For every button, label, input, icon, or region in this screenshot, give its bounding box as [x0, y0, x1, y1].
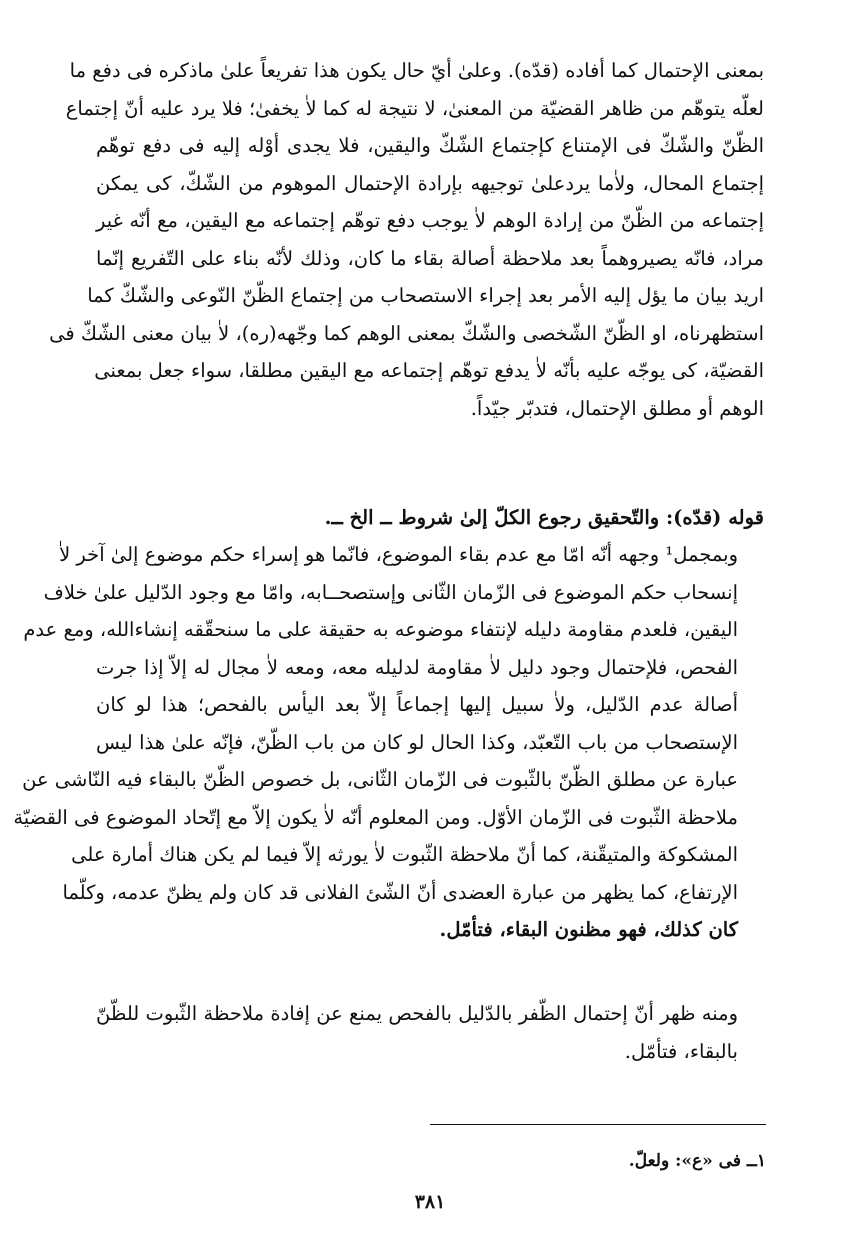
paragraph-line: اريد بيان ما يؤل إليه الأمر بعد إجراء الاستصحاب من إجتماع الظّنّ النّوعى والشّكّ كما [87, 284, 764, 307]
paragraph-line: ملاحظة الثّبوت فى الزّمان الأوّل. ومن المعلوم أنّه لاٰ يكون إلاّ مع إتّحاد الموضوع فى القضيّة [13, 805, 738, 829]
footnote: ١ــ فى «ع»: ولعلّ. [628, 1151, 766, 1171]
paragraph-line: المشكوكة والمتيقّنة، كما أنّ ملاحظة الثّبوت لاٰ يورثه إلاّ فيما لم يكن هناك أمارة على [71, 843, 738, 866]
paragraph-line: الإستصحاب من باب التّعبّد، وكذا الحال لو كان من باب الظّنّ، فإنّه علىٰ هذا ليس [96, 730, 738, 754]
paragraph-line: عبارة عن مطلق الظّنّ بالثّبوت فى الزّمان الثّانى، بل خصوص الظّنّ بالبقاء فيه النّاشى عن [22, 768, 738, 791]
paragraph-line: القضيّة، كى يوجّه عليه بأنّه لاٰ يدفع توهّم إجتماعه مع اليقين مطلقا، سواء جعل بمعنى [94, 359, 764, 382]
paragraph-line: الإرتفاع، كما يظهر من عبارة العضدى أنّ الشّئ الفلانى قد كان ولم يظنّ عدمه، وكلّما [62, 880, 738, 904]
section-heading: قوله (قدّه): والتّحقيق رجوع الكلّ إلىٰ شروط ــ الخ ــ. [324, 506, 764, 529]
paragraph-line: الوهم أو مطلق الإحتمال، فتدبّر جيّداً. [470, 396, 764, 420]
paragraph-line: كان كذلك، فهو مظنون البقاء، فتأمّل. [439, 918, 738, 941]
paragraph-line: استظهرناه، او الظّنّ الشّخصى والشّكّ بمعنى الوهم كما وجّهه(ره)، لاٰ بيان معنى الشّكّ فى [49, 321, 764, 345]
paragraph-1 [49, 52, 764, 427]
page-number: ٣٨١ [414, 1191, 446, 1213]
paragraph-line: إنسحاب حكم الموضوع فى الزّمان الثّانى وإستصحــابه، وامّا مع وجود الدّليل علىٰ خلاف [43, 580, 738, 604]
footnote-divider [430, 1124, 766, 1125]
paragraph-line: الظّنّ والشّكّ فى الإمتناع كإجتماع الشّكّ واليقين، فلا يجدى أوْله إليه فى دفع توهّم [96, 134, 764, 157]
paragraph-line: ومنه ظهر أنّ إحتمال الظّفر بالدّليل بالفحص يمنع عن إفادة ملاحظة الثّبوت للظّنّ [96, 1002, 738, 1025]
paragraph-line: الفحص، فلإحتمال وجود دليل لاٰ مقاومة لدليله معه، ومعه لاٰ مجال له إلاّ إذا جرت [96, 655, 738, 679]
paragraph-line: مراد، فانّه يصيروهماً بعد ملاحظة أصالة بقاء ما كان، وذلك لأنّه بناء على التّفريع إنّما [96, 246, 764, 270]
paragraph-line: بمعنى الإحتمال كما أفاده (قدّه). وعلىٰ أيّ حال يكون هذا تفريعاً علىٰ ماذكره فى دفع ما [69, 59, 764, 82]
paragraph-line: إجتماعه من الظّنّ من إرادة الوهم لاٰ يوجب دفع توهّم إجتماعه مع اليقين، مع أنّه غير [96, 209, 764, 232]
paragraph-line: لعلّه يتوهّم من ظاهر القضيّة من المعنىٰ، لا نتيجة له كما لاٰ يخفىٰ؛ فلا يرد عليه أنّ إجتماع [65, 96, 764, 120]
paragraph-2 [13, 536, 764, 949]
paragraph-line: إجتماع المحال، ولاٰما يردعلىٰ توجيهه بإرادة الإحتمال الموهوم من الشّكّ، كى يمكن [96, 171, 764, 195]
paragraph-line: اليقين، فلعدم مقاومة دليله لإنتفاء موضوعه به حقيقة على ما سنحقّقه إنشاءالله، ومع عدم [23, 618, 738, 641]
paragraph-line: أصالة عدم الدّليل، ولاٰ سبيل إليها إجماعاً إلاّ بعد اليأس بالفحص؛ هذا لو كان [96, 693, 738, 716]
paragraph-line: وبمجمل¹ وجهه أنّه امّا مع عدم بقاء الموضوع، فانّما هو إسراء حكم موضوع إلىٰ آخر لاٰ [59, 543, 738, 566]
paragraph-3 [96, 995, 764, 1070]
paragraph-line: بالبقاء، فتأمّل. [624, 1039, 738, 1063]
